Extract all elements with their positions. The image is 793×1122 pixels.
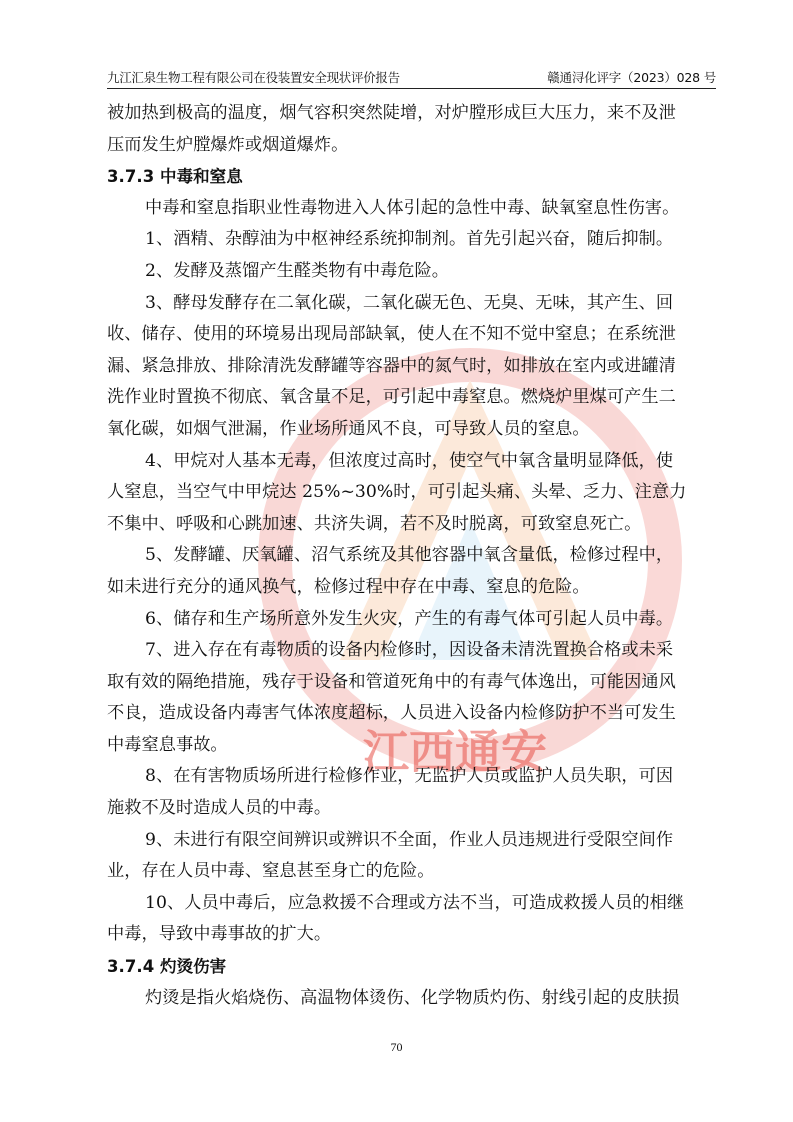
body-line: 取有效的隔绝措施，残存于设备和管道死角中的有毒气体逸出，可能因通风 [107,671,676,692]
page-header [107,66,716,86]
watermark-text: 江西通安 [363,725,547,779]
body-line: 不良，造成设备内毒害气体浓度超标，人员进入设备内检修防护不当可发生 [107,703,676,724]
section-heading-3-7-3: 3.7.3 中毒和窒息 [107,167,243,187]
body-line: 3、酵母发酵存在二氧化碳，二氧化碳无色、无臭、无味，其产生、回 [145,292,674,313]
section-heading-3-7-4: 3.7.4 灼烫伤害 [107,957,227,977]
body-line: 业，存在人员中毒、窒息甚至身亡的危险。 [107,861,435,882]
body-line: 中毒和窒息指职业性毒物进入人体引起的急性中毒、缺氧窒息性伤害。 [145,197,680,218]
body-line: 压而发生炉膛爆炸或烟道爆炸。 [107,134,349,155]
body-line: 不集中、呼吸和心跳加速、共济失调，若不及时脱离，可致窒息死亡。 [107,513,642,534]
body-line: 9、未进行有限空间辨识或辨识不全面，作业人员违规进行受限空间作 [145,829,674,850]
body-line: 7、进入存在有毒物质的设备内检修时，因设备未清洗置换合格或未采 [145,640,674,661]
body-line: 中毒窒息事故。 [107,734,228,755]
body-line: 施救不及时造成人员的中毒。 [107,798,332,819]
header-divider [107,88,716,89]
body-line: 1、酒精、杂醇油为中枢神经系统抑制剂。首先引起兴奋，随后抑制。 [145,229,674,250]
body-line: 漏、紧急排放、排除清洗发酵罐等容器中的氮气时，如排放在室内或进罐清 [107,355,676,376]
body-line: 人窒息，当空气中甲烷达 25%~30%时，可引起头痛、头晕、乏力、注意力 [107,482,687,503]
body-line: 洗作业时置换不彻底、氧含量不足，可引起中毒窒息。燃烧炉里煤可产生二 [107,387,676,408]
body-line: 10、人员中毒后，应急救援不合理或方法不当，可造成救援人员的相继 [145,892,685,913]
body-line: 8、在有害物质场所进行检修作业，无监护人员或监护人员失职，可因 [145,766,674,787]
page-number: 70 [390,1040,403,1054]
header-report-title: 九江汇泉生物工程有限公司在役装置安全现状评价报告 [107,70,400,85]
body-line: 收、储存、使用的环境易出现局部缺氧，使人在不知不觉中窒息；在系统泄 [107,324,676,345]
body-line: 灼烫是指火焰烧伤、高温物体烫伤、化学物质灼伤、射线引起的皮肤损 [145,987,680,1008]
body-line: 中毒，导致中毒事故的扩大。 [107,924,332,945]
body-line: 2、发酵及蒸馏产生醛类物有中毒危险。 [145,260,450,281]
body-line: 氧化碳，如烟气泄漏，作业场所通风不良，可导致人员的窒息。 [107,418,590,439]
header-report-number: 赣通浔化评字（2023）028 号 [547,70,716,85]
body-line: 6、储存和生产场所意外发生火灾，产生的有毒气体可引起人员中毒。 [145,608,674,629]
body-line: 4、甲烷对人基本无毒，但浓度过高时，使空气中氧含量明显降低，使 [145,450,674,471]
document-body [107,98,716,1014]
body-line: 被加热到极高的温度，烟气容积突然陡增，对炉膛形成巨大压力，来不及泄 [107,103,676,123]
body-line: 如未进行充分的通风换气，检修过程中存在中毒、窒息的危险。 [107,576,590,597]
body-line: 5、发酵罐、厌氧罐、沼气系统及其他容器中氧含量低，检修过程中， [145,545,674,566]
